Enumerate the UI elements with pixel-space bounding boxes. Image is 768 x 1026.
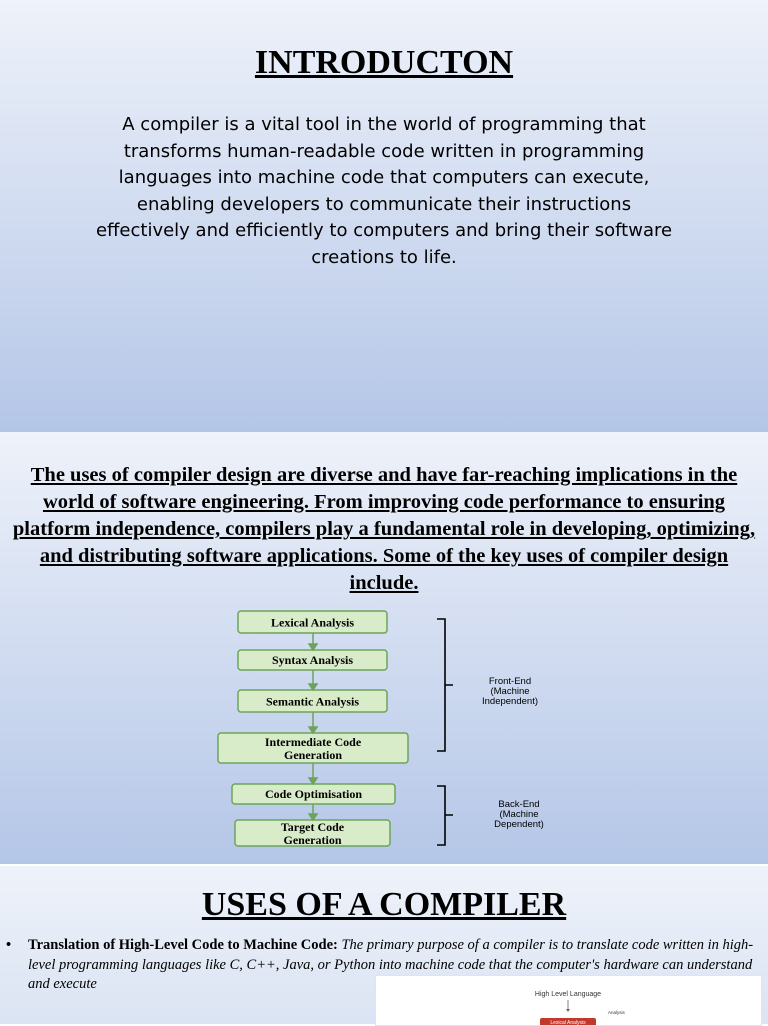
phase-box-semantic-analysis — [238, 690, 387, 712]
back-end-bracket — [437, 786, 453, 845]
mini-box-label: Lexical Analysis — [550, 1020, 586, 1025]
bullet-dot: • — [6, 937, 12, 953]
svg-text:Intermediate CodeGeneration: Intermediate Code Generation — [264, 735, 362, 762]
svg-text:Target CodeGeneration: Target Code Generation — [280, 820, 345, 847]
slide-title: INTRODUCTON — [254, 44, 514, 81]
svg-text:Lexical Analysis: Lexical Analysis — [270, 615, 355, 630]
svg-text:Syntax Analysis: Syntax Analysis — [271, 653, 354, 667]
phase-box-intermediate-code-generation — [218, 733, 408, 763]
svg-text:Code Optimisation: Code Optimisation — [264, 787, 363, 801]
slide-uses-diagram — [0, 432, 768, 866]
bullet-heading: Translation of High-Level Code to Machine Code: — [28, 937, 338, 953]
svg-text:Semantic Analysis: Semantic Analysis — [265, 694, 360, 709]
phase-box-syntax-analysis — [238, 650, 387, 670]
front-end-label: Front-End (Machine Independent) — [482, 676, 538, 707]
mini-top-label: High Level Language — [534, 991, 602, 998]
slide-title: USES OF A COMPILER — [201, 886, 567, 923]
intro-paragraph: A compiler is a vital tool in the world of programming that transforms human-readable code written in programming languages into machine code that computers can execute, enabling developers to communicate their instructions effectively and efficiently to computers and bring their software creations to life. — [95, 114, 673, 268]
front-end-bracket — [437, 619, 453, 751]
mini-compiler-diagram — [375, 975, 762, 1026]
uses-paragraph: The uses of compiler design are diverse and have far-reaching implications in the world of software engineering. From improving code performance to ensuring platform independence, compilers play a fundamental role in developing, optimizing, and distributing software applications. Some of the key uses of compiler design include. — [12, 464, 756, 594]
slide-introduction — [0, 0, 768, 432]
phase-box-lexical-analysis — [238, 611, 387, 633]
mini-side-label: Analysis — [608, 1010, 625, 1015]
compiler-phases-diagram — [0, 602, 768, 852]
back-end-label: Back-End (Machine Dependent) — [494, 799, 544, 830]
phase-box-code-optimisation — [232, 784, 395, 804]
phase-box-target-code-generation — [235, 820, 390, 847]
bullet-description: The primary purpose of a compiler is to translate code written in high-level programming languages like C, C++, Java, or Python into machine code that the computer's hardware can understand and execute — [28, 937, 754, 992]
